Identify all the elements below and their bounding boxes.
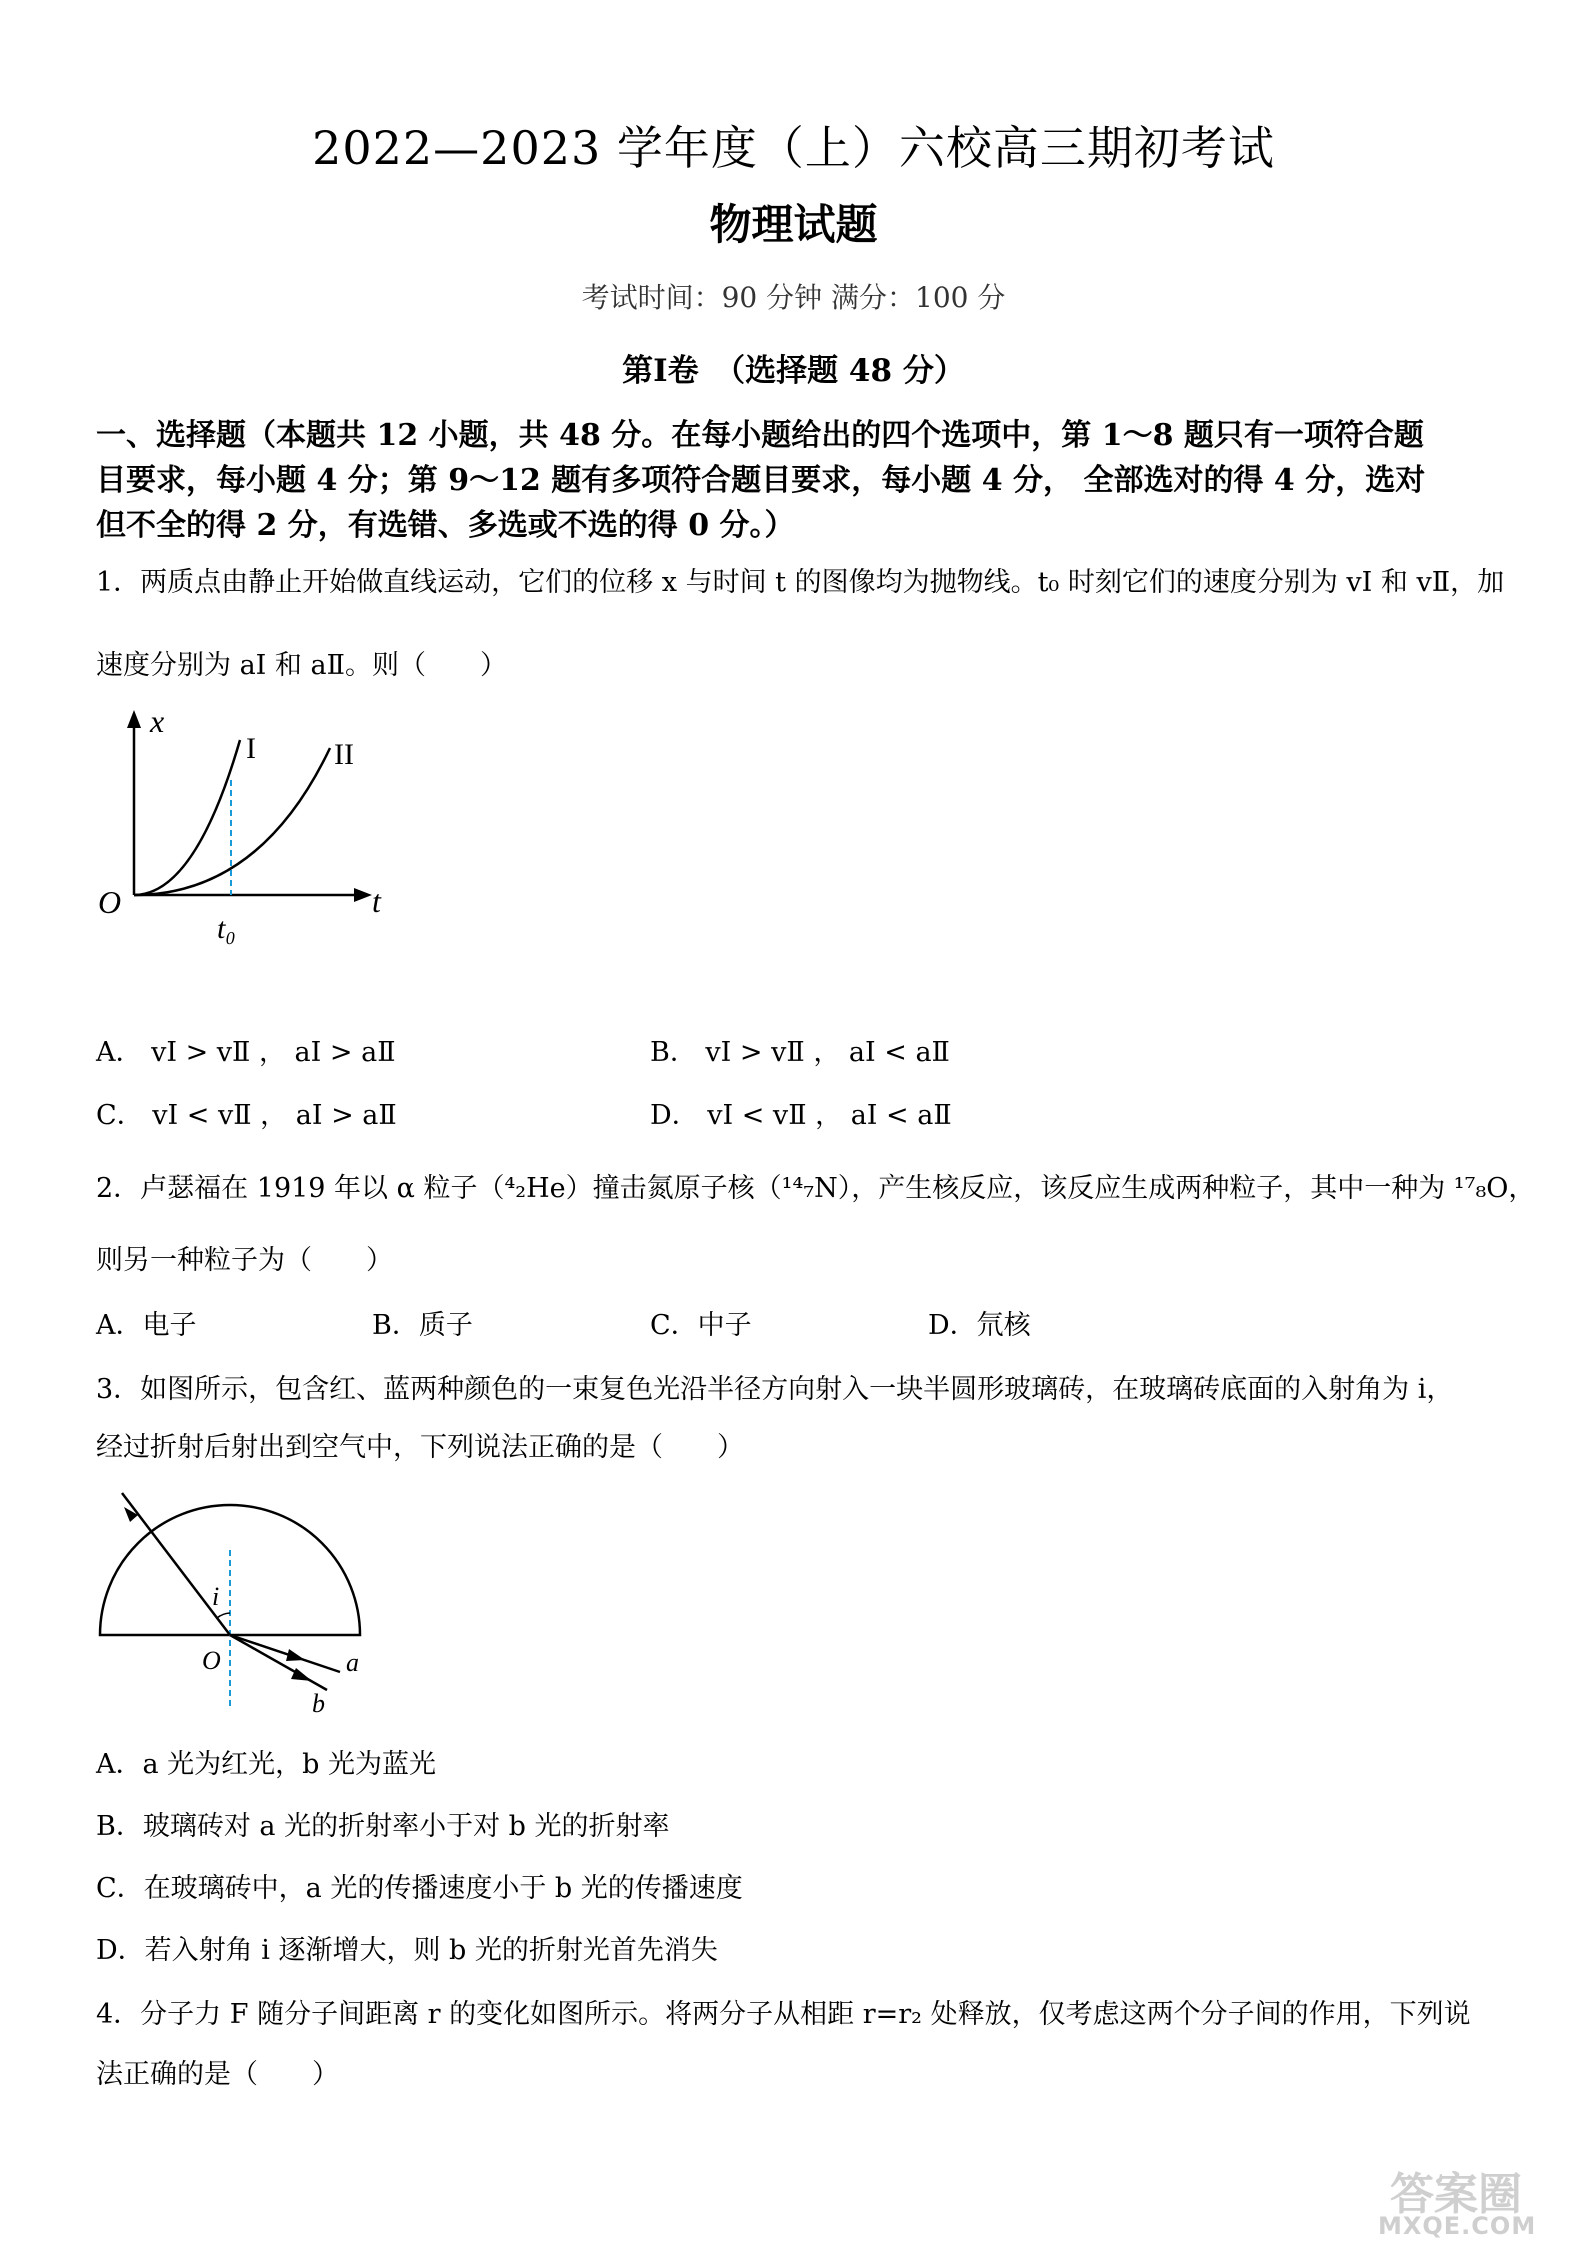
question-1-option-a: A． vⅠ > vⅡ ， aⅠ > aⅡ <box>96 1037 396 1068</box>
question-2-option-c: C．中子 <box>650 1310 752 1341</box>
x-axis-arrow-icon <box>127 710 141 728</box>
angle-i-label: i <box>212 1582 220 1611</box>
center-o-label: O <box>202 1646 221 1675</box>
question-2-option-a: A．电子 <box>96 1310 197 1341</box>
question-3-option-c: C．在玻璃砖中，a 光的传播速度小于 b 光的传播速度 <box>96 1873 743 1904</box>
question-3-option-b: B．玻璃砖对 a 光的折射率小于对 b 光的折射率 <box>96 1811 670 1842</box>
question-1-option-c: C． vⅠ < vⅡ ， aⅠ > aⅡ <box>96 1100 397 1131</box>
question-3-line: 经过折射后射出到空气中，下列说法正确的是（ ） <box>96 1432 744 1463</box>
section-intro-line: 目要求，每小题 4 分；第 9～12 题有多项符合题目要求，每小题 4 分， 全部选对的得 4 分，选对 <box>96 463 1426 498</box>
question-2-line: 则另一种粒子为（ ） <box>96 1245 393 1276</box>
question-2-line: 2．卢瑟福在 1919 年以 α 粒子（⁴₂He）撞击氮原子核（¹⁴₇N），产生核反应，该反应生成两种粒子，其中一种为 ¹⁷₈O， <box>96 1173 1536 1204</box>
section-title: 第Ⅰ卷 （选择题 48 分） <box>622 353 965 389</box>
t-axis-label: t <box>372 883 381 919</box>
question-3-line: 3．如图所示，包含红、蓝两种颜色的一束复色光沿半径方向射入一块半圆形玻璃砖，在玻璃砖底面的入射角为 i， <box>96 1374 1454 1405</box>
ray-b-label: b <box>312 1689 325 1715</box>
watermark-logo: 答案圈 <box>1390 2169 1522 2220</box>
ray-a-arrow-icon <box>286 1649 305 1661</box>
question-1-line: 速度分别为 aⅠ 和 aⅡ。则（ ） <box>96 650 507 681</box>
question-1-option-b: B． vⅠ > vⅡ ， aⅠ < aⅡ <box>650 1037 950 1068</box>
question-4-line: 4．分子力 F 随分子间距离 r 的变化如图所示。将两分子从相距 r=r₂ 处释放，仅考虑这两个分子间的作用，下列说 <box>96 1999 1471 2030</box>
page-subtitle: 物理试题 <box>709 200 878 249</box>
ray-a-label: a <box>346 1648 359 1677</box>
section-intro-line: 一、选择题（本题共 12 小题，共 48 分。在每小题给出的四个选项中，第 1～8 题只有一项符合题 <box>96 418 1424 453</box>
page-title: 2022—2023 学年度（上）六校高三期初考试 <box>312 121 1275 175</box>
curve-II-label: II <box>334 738 354 771</box>
t0-label: t₀ <box>217 912 236 945</box>
question-3-option-d: D．若入射角 i 逐渐增大，则 b 光的折射光首先消失 <box>96 1935 718 1966</box>
watermark-url: MXQE.COM <box>1378 2212 1537 2240</box>
incident-angle-arc <box>217 1613 230 1618</box>
question-4-line: 法正确的是（ ） <box>96 2059 339 2090</box>
question-2-option-b: B．质子 <box>372 1310 473 1341</box>
question-2-option-d: D．氘核 <box>928 1310 1031 1341</box>
question-1-option-d: D． vⅠ < vⅡ ， aⅠ < aⅡ <box>650 1100 952 1131</box>
origin-label: O <box>98 884 122 920</box>
question-1-xt-graph <box>90 700 410 950</box>
question-3-option-a: A．a 光为红光，b 光为蓝光 <box>96 1749 437 1780</box>
incident-ray <box>122 1493 230 1635</box>
x-axis-label: x <box>150 703 165 739</box>
t-axis-arrow-icon <box>354 888 372 902</box>
question-1-line: 1．两质点由静止开始做直线运动，它们的位移 x 与时间 t 的图像均为抛物线。t₀ 时刻它们的速度分别为 vⅠ 和 vⅡ，加 <box>96 567 1505 598</box>
curve-I-label: I <box>246 732 256 765</box>
question-3-glass-brick-diagram <box>90 1485 390 1715</box>
exam-info: 考试时间：90 分钟 满分：100 分 <box>581 281 1006 314</box>
section-intro-line: 但不全的得 2 分，有选错、多选或不选的得 0 分。） <box>96 508 795 543</box>
